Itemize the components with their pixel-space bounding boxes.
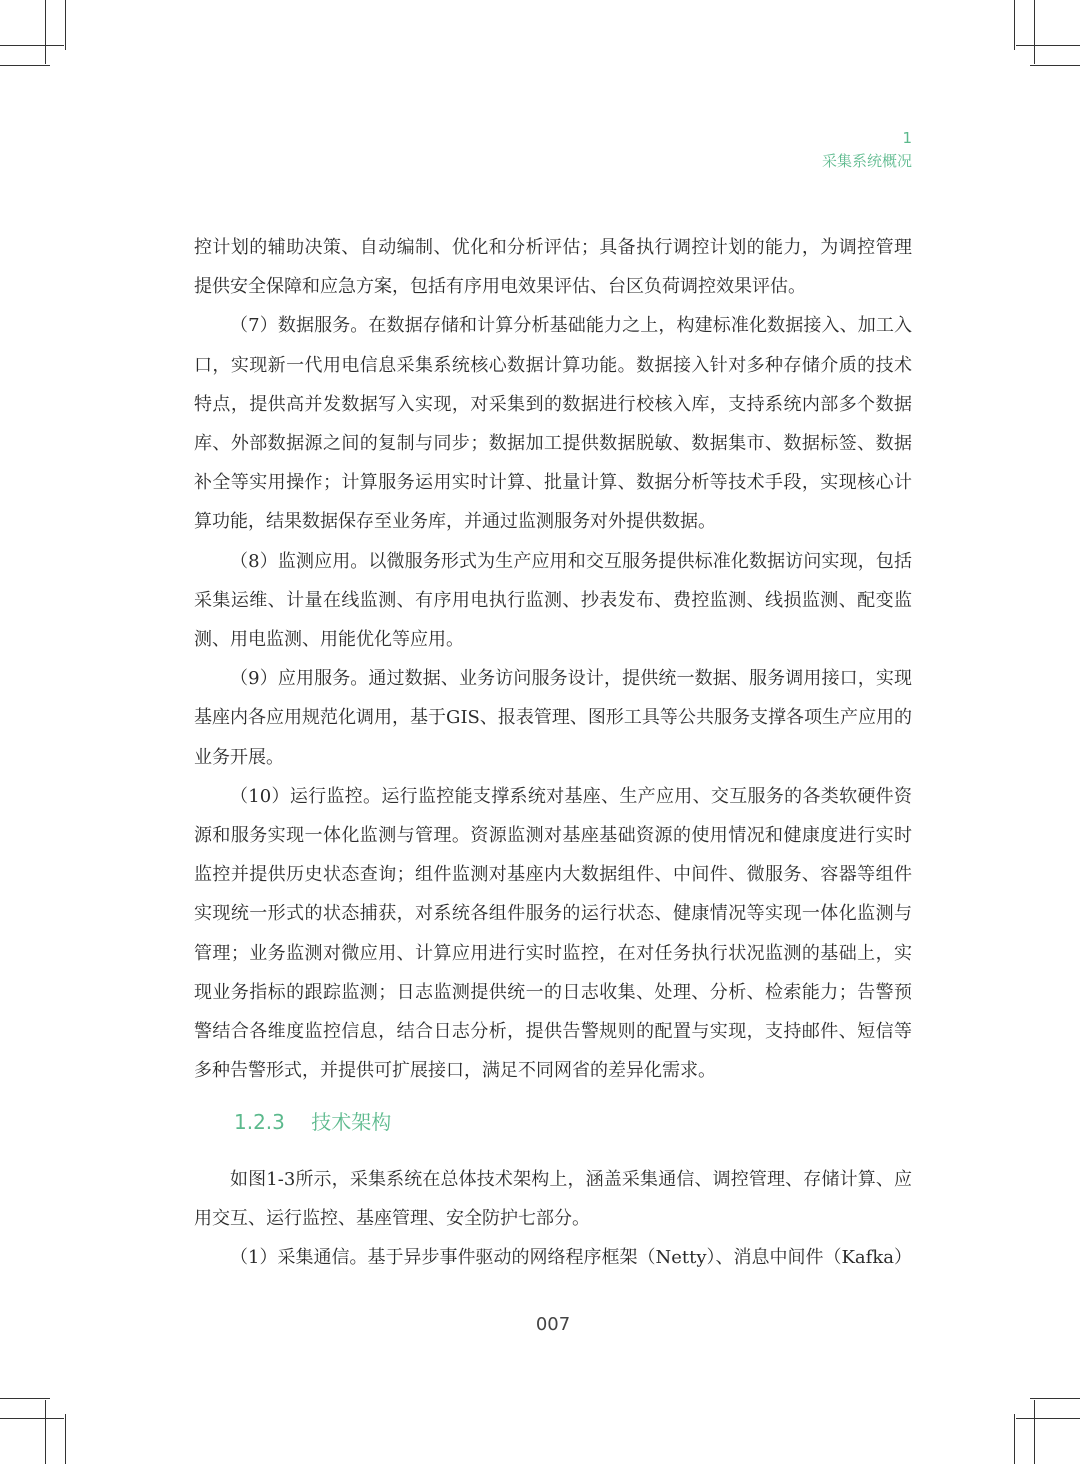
chapter-number: 1	[902, 129, 912, 147]
paragraph-monitoring-application: （8）监测应用。以微服务形式为生产应用和交互服务提供标准化数据访问实现，包括采集运维、计量在线监测、有序用电执行监测、抄表发布、费控监测、线损监测、配变监测、用电监测、用能优化等应用。	[194, 550, 912, 651]
chapter-title: 采集系统概况	[821, 152, 912, 170]
crop-mark-bottom-left-h1	[0, 1398, 50, 1399]
crop-mark-top-right-v2	[1034, 0, 1035, 64]
paragraph-collection-communication: （1）采集通信。基于异步事件驱动的网络程序框架（Netty）、消息中间件（Kafka）	[230, 1247, 912, 1269]
crop-mark-top-right-h1	[1016, 45, 1080, 46]
running-header	[822, 128, 912, 172]
crop-mark-top-left-h2	[0, 65, 50, 66]
paragraph-application-service: （9）应用服务。通过数据、业务访问服务设计，提供统一数据、服务调用接口，实现基座内各应用规范化调用，基于GIS、报表管理、图形工具等公共服务支撑各项生产应用的业务开展。	[194, 668, 912, 768]
crop-mark-top-left-v1	[45, 0, 46, 64]
section-body-text	[194, 1160, 912, 1278]
crop-mark-bottom-left-h2	[0, 1418, 64, 1419]
crop-mark-bottom-left-v1	[45, 1400, 46, 1464]
paragraph-continued: 控计划的辅助决策、自动编制、优化和分析评估；具备执行调控计划的能力，为调控管理提供安全保障和应急方案，包括有序用电效果评估、台区负荷调控效果评估。	[194, 237, 912, 298]
section-title: 技术架构	[311, 1110, 392, 1134]
crop-mark-top-left-v2	[65, 0, 66, 50]
section-number: 1.2.3	[234, 1110, 285, 1134]
section-heading	[234, 1106, 391, 1138]
crop-mark-bottom-right-h1	[1030, 1398, 1080, 1399]
page-number: 007	[535, 1314, 571, 1335]
body-text	[194, 228, 912, 1090]
paragraph-architecture-intro: 如图1-3所示，采集系统在总体技术架构上，涵盖采集通信、调控管理、存储计算、应用交互、运行监控、基座管理、安全防护七部分。	[194, 1169, 912, 1230]
crop-mark-top-right-v1	[1014, 0, 1015, 50]
paragraph-operation-monitoring: （10）运行监控。运行监控能支撑系统对基座、生产应用、交互服务的各类软硬件资源和服务实现一体化监测与管理。资源监测对基座基础资源的使用情况和健康度进行实时监控并提供历史状态查询；组件监测对基座内大数据组件、中间件、微服务、容器等组件实现统一形式的状态捕获，对系统各组件服务的运行状态、健康情况等实现一体化监测与管理；业务监测对微应用、计算应用进行实时监控，在对任务执行状况监测的基础上，实现业务指标的跟踪监测；日志监测提供统一的日志收集、处理、分析、检索能力；告警预警结合各维度监控信息，结合日志分析，提供告警规则的配置与实现，支持邮件、短信等多种告警形式，并提供可扩展接口，满足不同网省的差异化需求。	[194, 785, 912, 1082]
crop-mark-bottom-left-v2	[65, 1414, 66, 1464]
paragraph-data-service: （7）数据服务。在数据存储和计算分析基础能力之上，构建标准化数据接入、加工入口，实现新一代用电信息采集系统核心数据计算功能。数据接入针对多种存储介质的技术特点，提供高并发数据写入实现，对采集到的数据进行校核入库，支持系统内部多个数据库、外部数据源之间的复制与同步；数据加工提供数据脱敏、数据集市、数据标签、数据补全等实用操作；计算服务运用实时计算、批量计算、数据分析等技术手段，实现核心计算功能，结果数据保存至业务库，并通过监测服务对外提供数据。	[194, 315, 912, 533]
crop-mark-bottom-right-v1	[1014, 1414, 1015, 1464]
crop-mark-bottom-right-h2	[1016, 1418, 1080, 1419]
crop-mark-top-left-h1	[0, 45, 64, 46]
crop-mark-top-right-h2	[1030, 65, 1080, 66]
crop-mark-bottom-right-v2	[1034, 1400, 1035, 1464]
